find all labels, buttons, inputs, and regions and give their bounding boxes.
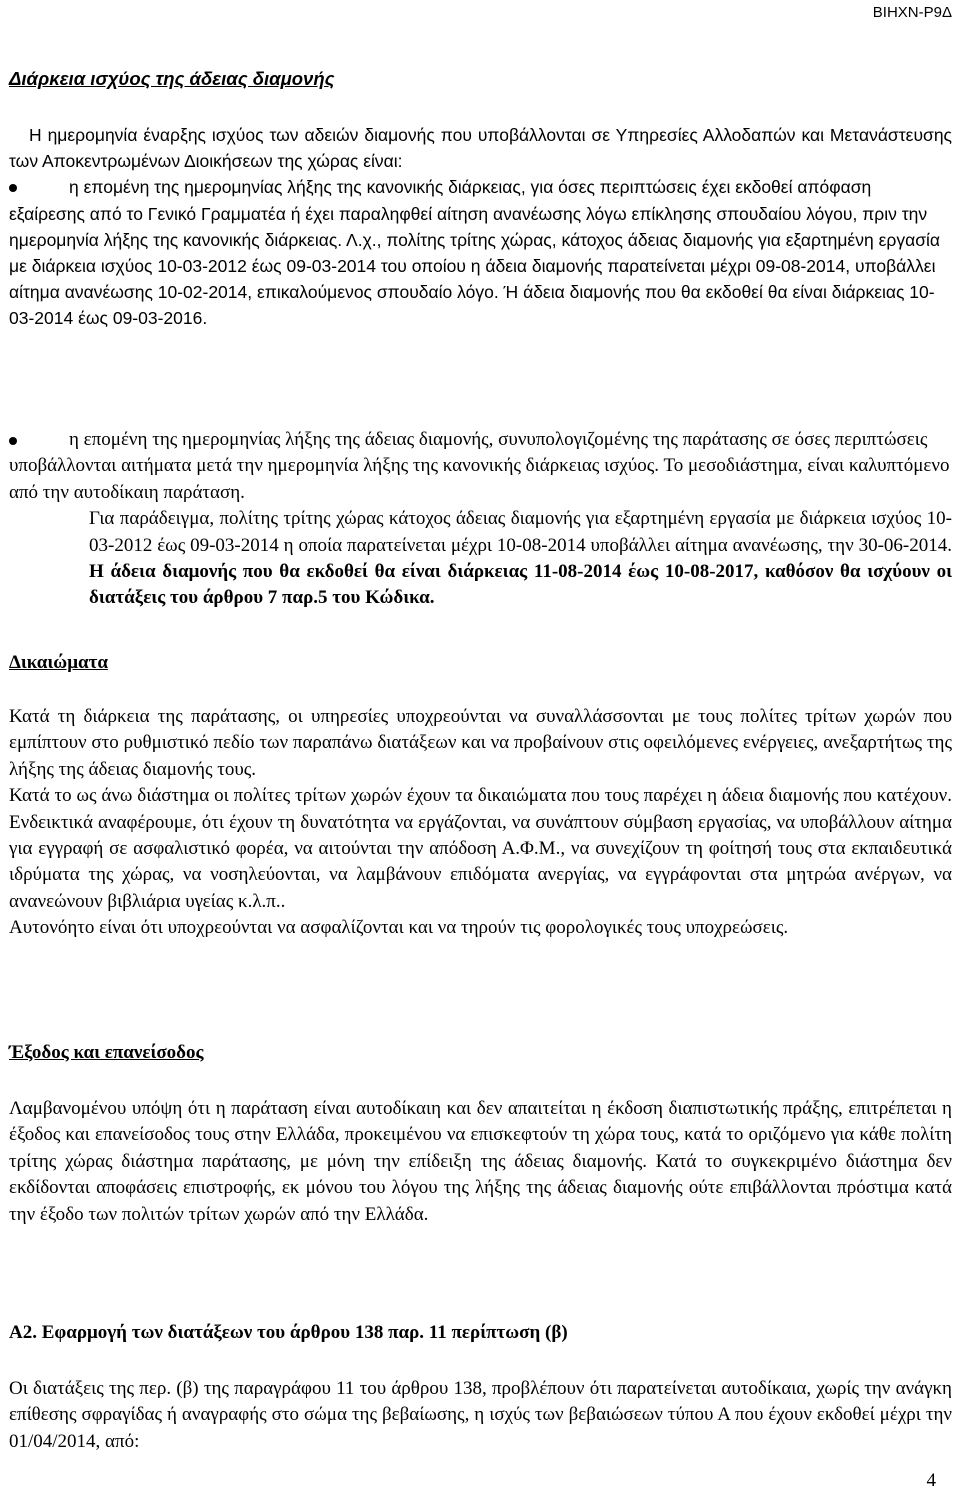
section-exit-body <box>9 1096 952 1228</box>
intro-paragraph: Η ημερομηνία έναρξης ισχύος των αδειών διαμονής που υποβάλλονται σε Υπηρεσίες Αλλοδαπών και Μετανάστευσης των Αποκεντρωμένων Διοικήσεων της χώρας είναι: <box>9 125 952 172</box>
section-title-validity: Διάρκεια ισχύος της άδειας διαμονής <box>9 68 335 89</box>
page-number: 4 <box>926 1470 936 1491</box>
document-code: ΒΙΗΧΝ-Ρ9Δ <box>872 4 952 21</box>
bullet-list-2 <box>9 427 952 506</box>
bullet-item-2: η επομένη της ημερομηνίας λήξης της άδειας διαμονής, συνυπολογιζομένης της παράτασης σε όσες περιπτώσεις υποβάλλονται αιτήματα μετά την ημερομηνία λήξης της κανονικής διάρκειας ισχύος. Το μεσοδιάστημα, είναι καλυπτόμενο από την αυτοδίκαιη παράταση. <box>9 429 950 503</box>
rights-paragraph-2: Κατά το ως άνω διάστημα οι πολίτες τρίτων χωρών έχουν τα δικαιώματα που τους παρέχει η άδεια διαμονής που κατέχουν. Ενδεικτικά αναφέρουμε, ότι έχουν τη δυνατότητα να εργάζονται, να συνάπτουν σύμβαση εργασίας, να υποβάλλουν αίτημα για εγγραφή σε ασφαλιστικό φορέα, να αιτούνται την απόδοση Α.Φ.Μ., να συνεχίζουν τη φοίτησή τους στα εκπαιδευτικά ιδρύματα της χώρας, να νοσηλεύονται, να λαμβάνουν επιδόματα ανεργίας, να εγγράφονται στα μητρώα ανέργων, να ανανεώνουν βιβλιάρια υγείας κ.λ.π.. <box>9 785 952 912</box>
section-rights-body <box>9 704 952 942</box>
exit-paragraph: Λαμβανομένου υπόψη ότι η παράταση είναι αυτοδίκαιη και δεν απαιτείται η έκδοση διαπιστωτικής πράξης, επιτρέπεται η έξοδος και επανείσοδος τους στην Ελλάδα, προκειμένου να επισκεφτούν τη χώρα τους, κατά το οριζόμενο για κάθε πολίτη τρίτης χώρας διάστημα παράτασης, με μόνη την επίδειξη της άδειας διαμονής. Κατά το συγκεκριμένο διάστημα δεν εκδίδονται αποφάσεις επιστροφής, εκ μόνου του λόγου της λήξης της άδειας διαμονής ούτε επιβάλλονται πρόστιμα κατά την έξοδο των πολιτών τρίτων χωρών από την Ελλάδα. <box>9 1098 952 1225</box>
bullet-list <box>9 174 952 331</box>
bullet-icon <box>9 437 17 445</box>
bullet-item-1: η επομένη της ημερομηνίας λήξης της κανονικής διάρκειας, για όσες περιπτώσεις έχει εκδοθεί απόφαση εξαίρεσης από το Γενικό Γραμματέα ή έχει παραληφθεί αίτηση ανανέωσης λόγω επίκλησης σπουδαίου λόγου, πριν την ημερομηνία λήξης της κανονικής διάρκειας. Λ.χ., πολίτης τρίτης χώρας, κάτοχος άδειας διαμονής για εξαρτημένη εργασία με διάρκεια ισχύος 10-03-2012 έως 09-03-2014 του οποίου η άδεια διαμονής παρατείνεται μέχρι 09-08-2014, υποβάλλει αίτημα ανανέωσης 10-02-2014, επικαλούμενος σπουδαίο λόγο. Ή άδεια διαμονής που θα εκδοθεί θα είναι διάρκειας 10-03-2014 έως 09-03-2016. <box>9 177 941 329</box>
section-title-exit-reentry: Έξοδος και επανείσοδος <box>9 1042 204 1063</box>
rights-paragraph-1: Κατά τη διάρκεια της παράτασης, οι υπηρεσίες υποχρεούνται να συναλλάσσονται με τους πολίτες τρίτων χωρών που εμπίπτουν στο ρυθμιστικό πεδίο των παραπάνω διατάξεων και να προβαίνουν στις οφειλόμενες ενέργειες, ανεξαρτήτως της λήξης της άδειας διαμονής τους. <box>9 706 952 780</box>
bullet-2-block <box>9 427 952 612</box>
section-title-a2: Α2. Εφαρμογή των διατάξεων του άρθρου 138 παρ. 11 περίπτωση (β) <box>9 1322 568 1343</box>
section-title-rights: Δικαιώματα <box>9 652 108 673</box>
section-validity-body <box>9 122 952 332</box>
a2-paragraph: Οι διατάξεις της περ. (β) της παραγράφου 11 του άρθρου 138, προβλέπουν ότι παρατείνεται αυτοδίκαια, χωρίς την ανάγκη επίθεσης σφραγίδας ή αναγραφής στο σώμα της βεβαίωσης, η ισχύς των βεβαιώσεων τύπου Α που έχουν εκδοθεί μέχρι την 01/04/2014, από: <box>9 1378 952 1452</box>
bullet-icon <box>9 184 17 192</box>
rights-paragraph-3: Αυτονόητο είναι ότι υποχρεούνται να ασφαλίζονται και να τηρούν τις φορολογικές τους υποχρεώσεις. <box>9 917 789 939</box>
section-a2-body <box>9 1376 952 1455</box>
example-paragraph: Για παράδειγμα, πολίτης τρίτης χώρας κάτοχος άδειας διαμονής για εξαρτημένη εργασία με διάρκεια ισχύος 10-03-2012 έως 09-03-2014 η οποία παρατείνεται μέχρι 10-08-2014 υποβάλλει αίτημα ανανέωσης, την 30-06-2014. Η άδεια διαμονής που θα εκδοθεί θα είναι διάρκειας 11-08-2014 έως 10-08-2017, καθόσον θα ισχύουν οι διατάξεις του άρθρου 7 παρ.5 του Κώδικα. <box>89 508 952 609</box>
